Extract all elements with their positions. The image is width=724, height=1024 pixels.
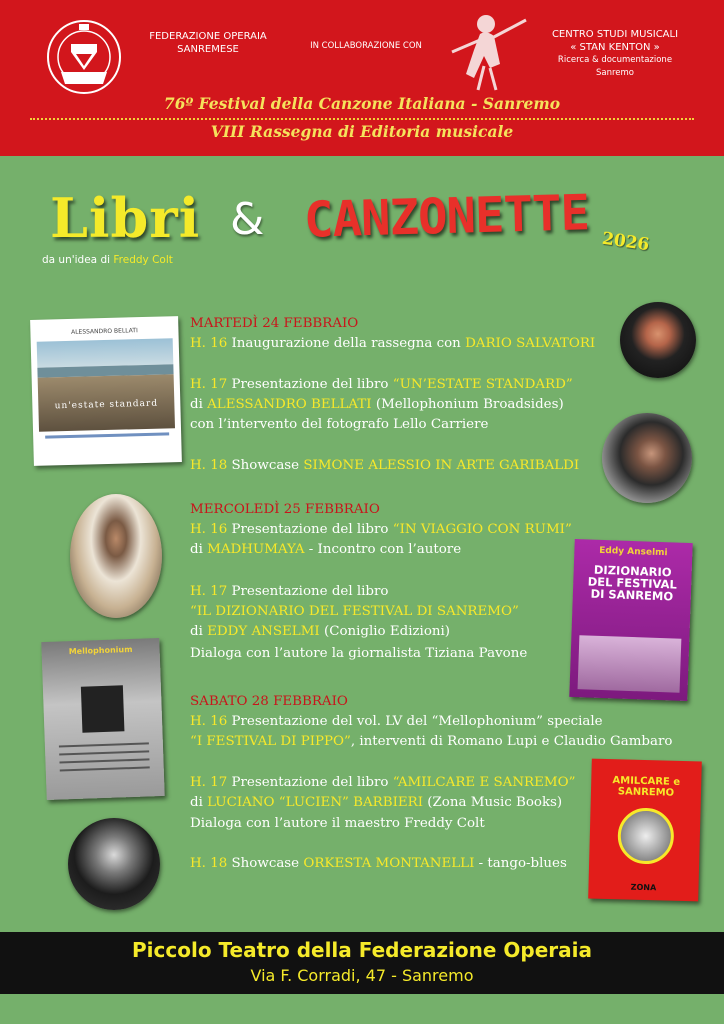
- diz-cover-building: [578, 635, 682, 693]
- book-author: LUCIANO “LUCIEN” BARBIERI: [207, 795, 424, 810]
- cover-sky: [37, 338, 174, 368]
- event-mercoledi-h17-title: “IL DIZIONARIO DEL FESTIVAL DI SANREMO”: [190, 604, 519, 619]
- idea-credit: [42, 254, 173, 266]
- event-martedi-h16: [190, 334, 595, 354]
- federazione-label: [138, 30, 278, 56]
- dizionario-book-cover: [569, 539, 692, 701]
- event-note: - tango-blues: [478, 856, 567, 871]
- venue-address: Via F. Corradi, 47 - Sanremo: [250, 966, 474, 985]
- event-martedi-h17-note: con l’intervento del fotografo Lello Carriere: [190, 417, 489, 432]
- amilcare-book-cover: [588, 759, 702, 902]
- event-text: Presentazione del libro: [231, 522, 389, 537]
- event-note: , interventi di Romano Lupi e Claudio Gambaro: [350, 734, 673, 749]
- event-guest: ORKESTA MONTANELLI: [303, 856, 475, 871]
- event-di: di: [190, 542, 203, 557]
- amil-cover-title: AMILCARE e SANREMO: [612, 775, 681, 799]
- event-time: H. 16: [190, 714, 228, 729]
- date-martedi: MARTEDÌ 24 FEBBRAIO: [190, 316, 359, 331]
- event-sabato-h17-note: Dialoga con l’autore il maestro Freddy Colt: [190, 816, 485, 831]
- event-sabato-h17: [190, 773, 575, 793]
- event-note: - Incontro con l’autore: [308, 542, 462, 557]
- event-text: Showcase: [231, 856, 300, 871]
- event-time: H. 18: [190, 856, 228, 871]
- event-sabato-h16: [190, 712, 603, 732]
- diz-title-line3: DI SANREMO: [590, 586, 674, 604]
- event-time: H. 18: [190, 458, 228, 473]
- bellati-cover-author: ALESSANDRO BELLATI: [70, 327, 138, 336]
- event-mercoledi-h17: [190, 582, 388, 602]
- idea-name: Freddy Colt: [113, 254, 173, 266]
- mello-cover-photo: [81, 685, 125, 732]
- event-time: H. 16: [190, 336, 228, 351]
- centro-line3: Ricerca & documentazione: [557, 55, 673, 65]
- book-author: EDDY ANSELMI: [207, 624, 320, 639]
- event-mercoledi-h16: [190, 520, 572, 540]
- rassegna-title: VIII Rassegna di Editoria musicale: [210, 122, 514, 141]
- event-sabato-h18: [190, 854, 567, 874]
- mello-cover-text-lines: [59, 742, 149, 747]
- title-year: 2026: [600, 228, 651, 256]
- fed-line1: FEDERAZIONE OPERAIA: [149, 31, 267, 42]
- bellati-cover-title: un'estate standard: [54, 398, 159, 412]
- event-mercoledi-h17-note: Dialoga con l’autore la giornalista Tiziana Pavone: [190, 646, 528, 661]
- federazione-seal-icon: [45, 14, 123, 100]
- book-title: “IN VIAGGIO CON RUMI”: [392, 522, 572, 537]
- event-sabato-h17-author: [190, 793, 562, 813]
- mellophonium-cover: [41, 638, 164, 800]
- idea-prefix: da un'idea di: [42, 254, 111, 266]
- event-martedi-h17: [190, 375, 573, 395]
- header-banner: [0, 0, 724, 156]
- bellati-book-cover: [30, 316, 182, 466]
- amil-cover-photo: [617, 807, 674, 864]
- event-time: H. 17: [190, 584, 228, 599]
- book-publisher: (Coniglio Edizioni): [323, 624, 451, 639]
- pianist-portrait: [68, 818, 160, 910]
- event-mercoledi-h16-author: [190, 540, 461, 560]
- centro-studi-label: [530, 28, 700, 80]
- centro-line1: CENTRO STUDI MUSICALI: [551, 29, 679, 40]
- event-text: Presentazione del libro: [231, 377, 389, 392]
- book-publisher: (Mellophonium Broadsides): [375, 397, 564, 412]
- amil-cover-publisher: ZONA: [630, 882, 657, 893]
- book-title: “I FESTIVAL DI PIPPO”: [190, 734, 351, 749]
- event-sabato-h16-title: [190, 732, 672, 752]
- fed-line2: SANREMESE: [177, 44, 239, 55]
- dotted-divider: [30, 118, 694, 120]
- festival-title: 76º Festival della Canzone Italiana - Sanremo: [163, 94, 561, 113]
- event-time: H. 17: [190, 775, 228, 790]
- book-publisher: (Zona Music Books): [427, 795, 563, 810]
- event-di: di: [190, 795, 203, 810]
- event-martedi-h18: [190, 456, 579, 476]
- cover-subtitle-bar: [45, 432, 169, 438]
- dario-salvatori-portrait: [620, 302, 696, 378]
- event-text: Presentazione del libro: [231, 775, 389, 790]
- event-time: H. 17: [190, 377, 228, 392]
- book-author: ALESSANDRO BELLATI: [207, 397, 372, 412]
- mello-cover-title: Mellophonium: [68, 644, 133, 657]
- date-sabato: SABATO 28 FEBBRAIO: [190, 694, 348, 709]
- diz-cover-title: [573, 563, 692, 603]
- event-di: di: [190, 397, 203, 412]
- event-text: Presentazione del libro: [231, 584, 389, 599]
- title-ampersand: &: [230, 194, 265, 245]
- book-title: “AMILCARE E SANREMO”: [392, 775, 576, 790]
- event-time: H. 16: [190, 522, 228, 537]
- event-martedi-h17-author: [190, 395, 564, 415]
- diz-title-line2: DEL FESTIVAL: [587, 574, 678, 592]
- collab-label: IN COLLABORAZIONE CON: [310, 41, 422, 51]
- venue-name: Piccolo Teatro della Federazione Operaia: [132, 938, 592, 962]
- diz-cover-author: Eddy Anselmi: [599, 545, 668, 559]
- madhumaya-portrait: [70, 494, 162, 618]
- title-canzonette: CANZONETTE: [303, 184, 590, 249]
- event-guest: SIMONE ALESSIO IN ARTE GARIBALDI: [303, 458, 580, 473]
- event-mercoledi-h17-author: [190, 622, 450, 642]
- conductor-silhouette-icon: [440, 8, 532, 92]
- diz-title-line1: DIZIONARIO: [593, 562, 672, 580]
- event-text: Inaugurazione della rassegna con: [231, 336, 461, 351]
- event-text: Showcase: [231, 458, 300, 473]
- event-guest: DARIO SALVATORI: [465, 336, 596, 351]
- title-libri: Libri: [50, 186, 201, 250]
- event-di: di: [190, 624, 203, 639]
- book-title: “UN’ESTATE STANDARD”: [392, 377, 573, 392]
- centro-line2: « STAN KENTON »: [570, 42, 660, 53]
- event-text: Presentazione del vol. LV del “Mellophonium” speciale: [231, 714, 603, 729]
- book-author: MADHUMAYA: [207, 542, 305, 557]
- centro-line4: Sanremo: [595, 68, 634, 78]
- date-mercoledi: MERCOLEDÌ 25 FEBBRAIO: [190, 502, 380, 517]
- simone-alessio-portrait: [602, 413, 692, 503]
